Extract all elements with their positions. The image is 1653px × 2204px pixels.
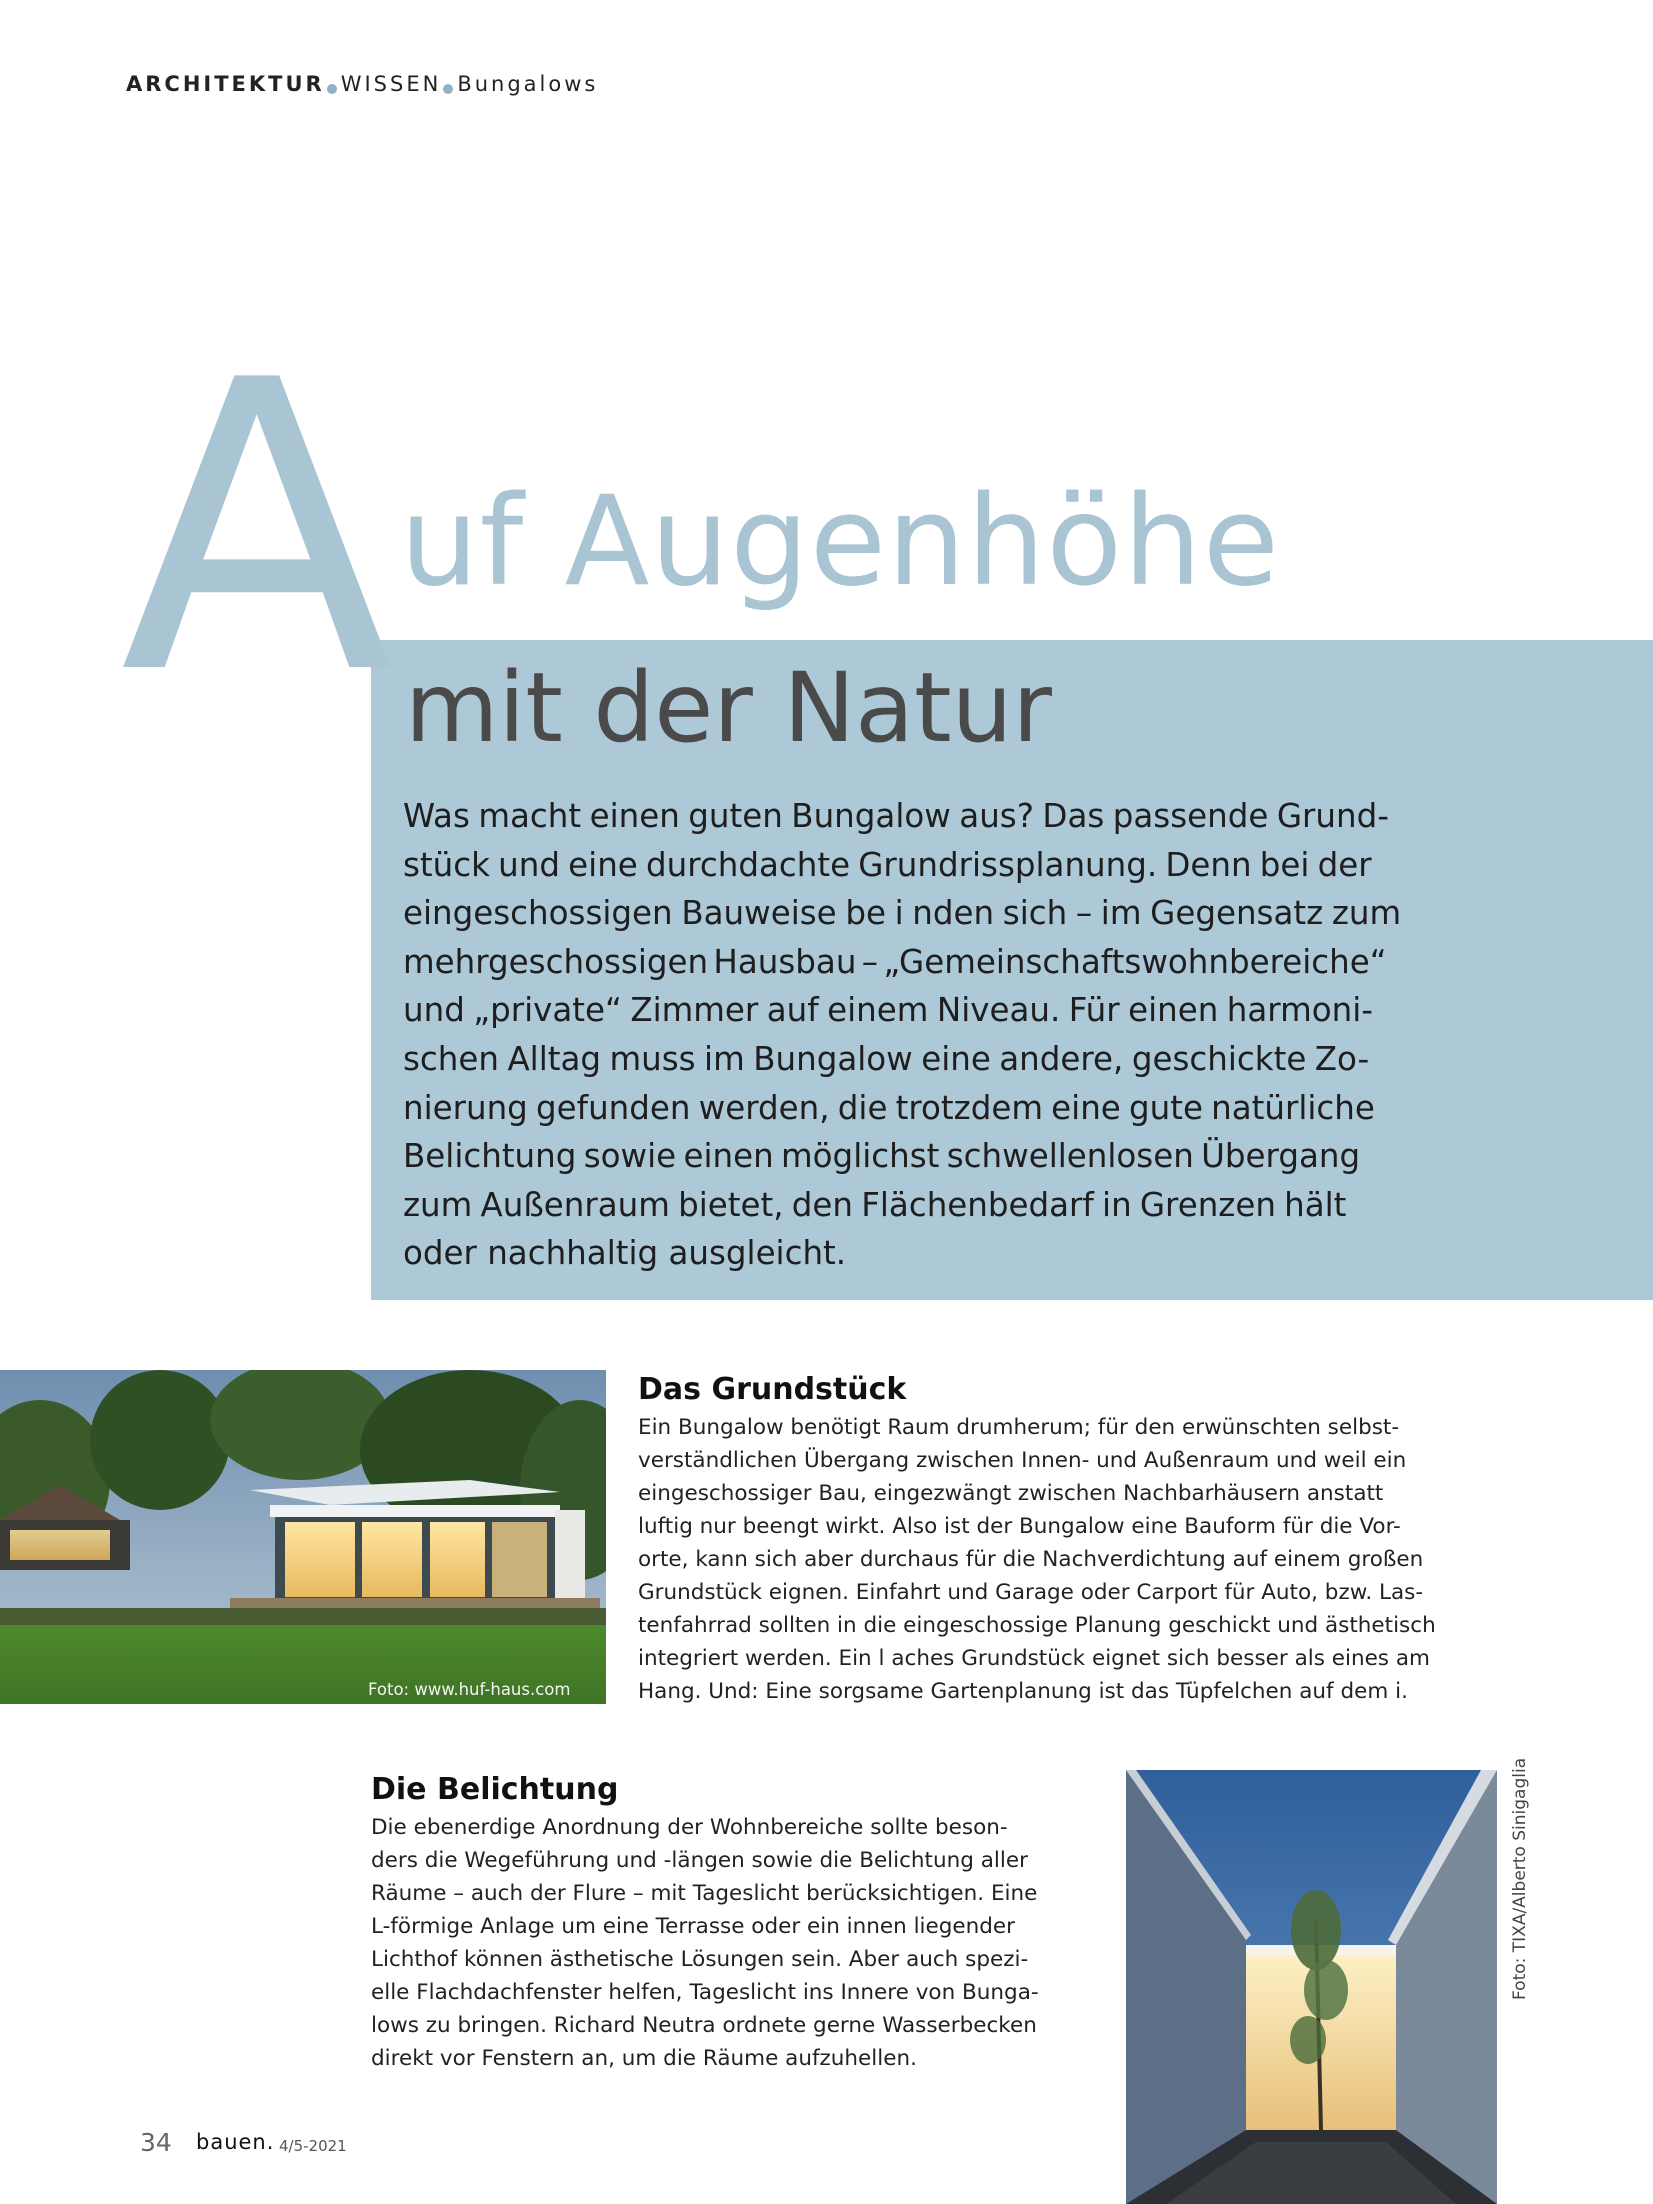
intro-line: Belichtung sowie einen möglichst schwellenlosen Übergang <box>403 1137 1361 1176</box>
intro-line: zum Außenraum bietet, den Flächenbedarf in Grenzen hält <box>403 1185 1347 1224</box>
body-line: direkt vor Fenstern an, um die Räume aufzuhellen. <box>371 2046 917 2071</box>
page-title: uf Augenhöhe <box>400 470 1280 614</box>
house-photo-illustration <box>0 1370 606 1704</box>
section-body-grundstueck <box>638 1411 1498 1708</box>
title-initial-letter: A <box>120 297 394 762</box>
section-heading-belichtung: Die Belichtung <box>371 1772 619 1807</box>
issue-number: 4/5-2021 <box>279 2137 347 2155</box>
body-line: Lichthof können ästhetische Lösungen sein. Aber auch spezi- <box>371 1947 1029 1972</box>
body-line: lows zu bringen. Richard Neutra ordnete gerne Wasserbecken <box>371 2013 1037 2038</box>
breadcrumb <box>126 72 598 96</box>
intro-line: oder nachhaltig ausgleicht. <box>403 1234 847 1273</box>
body-line: ders die Wegeführung und -längen sowie die Belichtung aller <box>371 1848 1028 1873</box>
intro-line: nierung gefunden werden, die trotzdem eine gute natürliche <box>403 1088 1375 1127</box>
body-line: tenfahrrad sollten in die eingeschossige Planung geschickt und ästhetisch <box>638 1613 1436 1638</box>
intro-line: schen Alltag muss im Bungalow eine andere, geschickte Zo- <box>403 1039 1370 1078</box>
intro-line: mehrgeschossigen Hausbau – „Gemeinschaftswohnbereiche“ <box>403 942 1387 981</box>
page-subtitle: mit der Natur <box>405 652 1052 764</box>
body-line: Ein Bungalow benötigt Raum drumherum; für den erwünschten selbst- <box>638 1415 1400 1440</box>
body-line: elle Flachdachfenster helfen, Tageslicht ins Innere von Bunga- <box>371 1980 1039 2005</box>
breadcrumb-level-3: Bungalows <box>457 72 599 96</box>
body-line: Grundstück eignen. Einfahrt und Garage oder Carport für Auto, bzw. Las- <box>638 1580 1424 1605</box>
body-line: integriert werden. Ein l aches Grundstück eignet sich besser als eines am <box>638 1646 1430 1671</box>
intro-line: Was macht einen guten Bungalow aus? Das passende Grund- <box>403 797 1389 835</box>
page-number: 34 <box>140 2128 172 2157</box>
photo-credit-courtyard: Foto: TIXA/Alberto Sinigaglia <box>1510 1757 1530 2000</box>
breadcrumb-separator-dot <box>327 84 337 94</box>
section-body-belichtung <box>371 1811 1091 2075</box>
intro-line: stück und eine durchdachte Grundrissplanung. Denn bei der <box>403 845 1372 884</box>
intro-line: und „private“ Zimmer auf einem Niveau. Für einen harmoni- <box>403 991 1373 1030</box>
body-line: verständlichen Übergang zwischen Innen- und Außenraum und weil ein <box>638 1448 1407 1473</box>
body-line: luftig nur beengt wirkt. Also ist der Bungalow eine Bauform für die Vor- <box>638 1514 1401 1539</box>
magazine-name: bauen. <box>196 2130 275 2154</box>
breadcrumb-level-2: WISSEN <box>340 72 442 96</box>
body-line: Räume – auch der Flure – mit Tageslicht berücksichtigen. Eine <box>371 1881 1038 1906</box>
section-heading-grundstueck: Das Grundstück <box>638 1372 907 1407</box>
body-line: eingeschossiger Bau, eingezwängt zwischen Nachbarhäusern anstatt <box>638 1481 1384 1506</box>
body-line: L-förmige Anlage um eine Terrasse oder ein innen liegender <box>371 1914 1015 1939</box>
courtyard-photo-illustration <box>1126 1770 1497 2204</box>
photo-credit-house: Foto: www.huf-haus.com <box>368 1680 571 1699</box>
intro-line: eingeschossigen Bauweise be i nden sich – im Gegensatz zum <box>403 894 1402 933</box>
body-line: Hang. Und: Eine sorgsame Gartenplanung ist das Tüpfelchen auf dem i. <box>638 1679 1408 1704</box>
house-photo <box>0 1370 606 1704</box>
body-line: Die ebenerdige Anordnung der Wohnbereiche sollte beson- <box>371 1815 1008 1840</box>
body-line: orte, kann sich aber durchaus für die Nachverdichtung auf einem großen <box>638 1547 1424 1572</box>
intro-paragraph <box>403 792 1503 1278</box>
courtyard-photo <box>1126 1770 1497 2204</box>
breadcrumb-level-1: ARCHITEKTUR <box>126 72 325 96</box>
breadcrumb-separator-dot <box>443 84 453 94</box>
